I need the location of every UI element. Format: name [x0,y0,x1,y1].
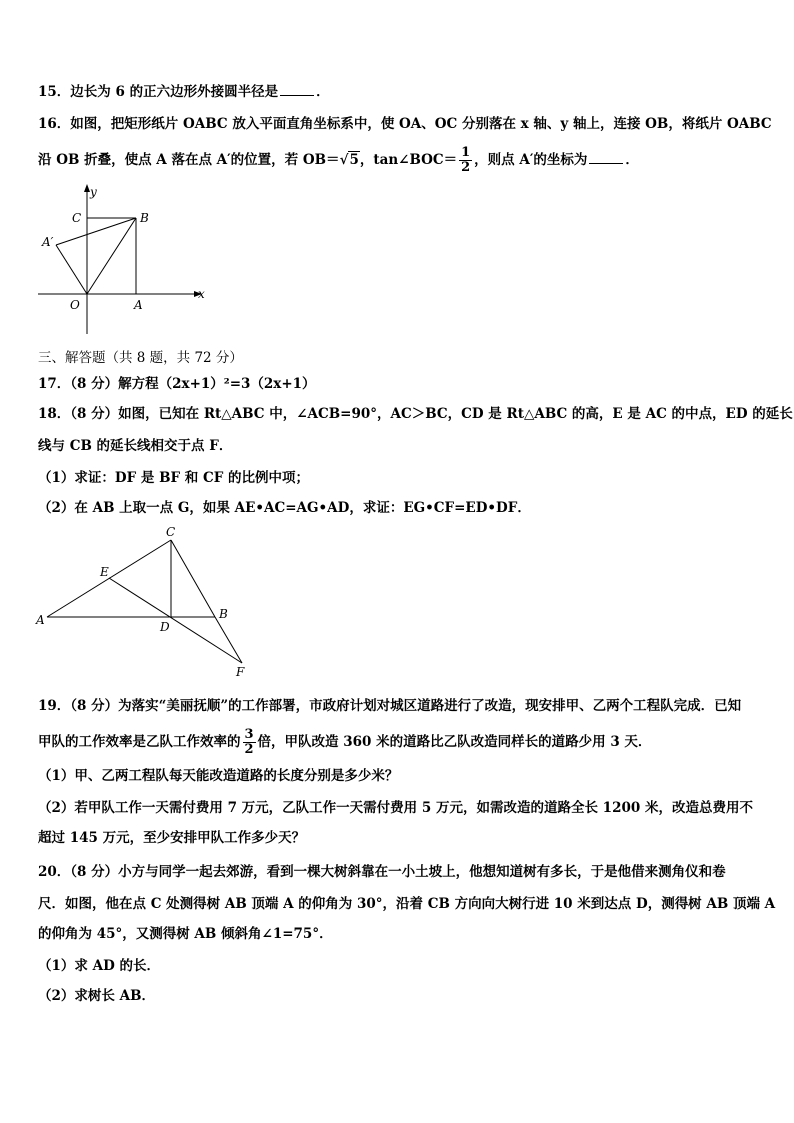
answer-blank-16 [589,151,623,164]
label-B: B [140,211,149,225]
sqrt-5: √5 [339,152,359,168]
question-18-part-2: （2）在 AB 上取一点 G，如果 AE•AC=AG•AD，求证：EG•CF=ED•DF． [38,500,531,516]
answer-blank-15 [280,83,314,96]
question-20-line-3: 的仰角为 45°，又测得树 AB 倾斜角∠1=75°． [38,926,333,942]
fraction-one-half: $\frac{1}{2}$ [461,145,471,175]
label-x-axis: x [198,287,205,301]
label-C: C [166,526,176,539]
fraction-three-halves: $\frac{3}{2}$ [244,727,254,757]
question-20-line-2: 尺．如图，他在点 C 处测得树 AB 顶端 A 的仰角为 30°，沿着 CB 方向向大树行进 10 米到达点 D，测得树 AB 顶端 A [38,896,776,912]
question-17: 17．（8 分）解方程（2x+1）²=3（2x+1） [38,376,316,392]
figure-16-coordinate [30,182,210,342]
question-19-line-1: 19．（8 分）为落实“美丽抚顺”的工作部署，市政府计划对城区道路进行了改造，现安排甲、乙两个工程队完成．已知 [38,698,742,714]
label-F: F [236,665,245,679]
figure-18-triangle [30,526,260,680]
label-A: A [134,298,143,312]
label-A: A [36,613,45,627]
question-19-line-2: 甲队的工作效率是乙队工作效率的 $\frac{3}{2}$ 倍，甲队改造 360 米的道路比乙队改造同样长的道路少用 3 天． [38,727,652,757]
question-20-line-1: 20．（8 分）小方与同学一起去郊游，看到一棵大树斜靠在一小土坡上，他想知道树有多长，于是他借来测角仪和卷 [38,864,726,880]
section-3-heading: 三、解答题（共 8 题，共 72 分） [38,350,243,366]
label-D: D [160,620,170,634]
label-B: B [219,607,228,621]
label-C: C [72,211,82,225]
label-A-prime: A′ [42,235,54,249]
question-19-part-2-line-2: 超过 145 万元，至少安排甲队工作多少天？ [38,830,306,846]
question-20-part-2: （2）求树长 AB． [38,988,155,1004]
question-20-part-1: （1）求 AD 的长． [38,958,160,974]
label-y-axis: y [90,185,97,199]
question-15-text: 15．边长为 6 的正六边形外接圆半径是 [38,84,279,100]
question-15: 15．边长为 6 的正六边形外接圆半径是 ． [38,84,330,100]
question-16-line-1: 16．如图，把矩形纸片 OABC 放入平面直角坐标系中，使 OA、OC 分别落在 x 轴、y 轴上，连接 OB，将纸片 OABC [38,116,772,132]
question-16-line-2: 沿 OB 折叠，使点 A 落在点 A′的位置，若 OB＝√5，tan∠BOC＝ $\frac{1}{2}$ ，则点 A′的坐标为 ． [38,145,639,175]
question-19-part-1: （1）甲、乙两工程队每天能改造道路的长度分别是多少米？ [38,768,399,784]
label-E: E [100,565,109,579]
question-19-part-2-line-1: （2）若甲队工作一天需付费用 7 万元，乙队工作一天需付费用 5 万元，如需改造的道路全长 1200 米，改造总费用不 [38,800,753,816]
question-18-line-1: 18．（8 分）如图，已知在 Rt△ABC 中，∠ACB=90°，AC＞BC，CD 是 Rt△ABC 的高，E 是 AC 的中点，ED 的延长 [38,406,793,422]
question-18-line-2: 线与 CB 的延长线相交于点 F． [38,438,233,454]
label-O: O [70,298,80,312]
question-18-part-1: （1）求证：DF 是 BF 和 CF 的比例中项； [38,470,310,486]
